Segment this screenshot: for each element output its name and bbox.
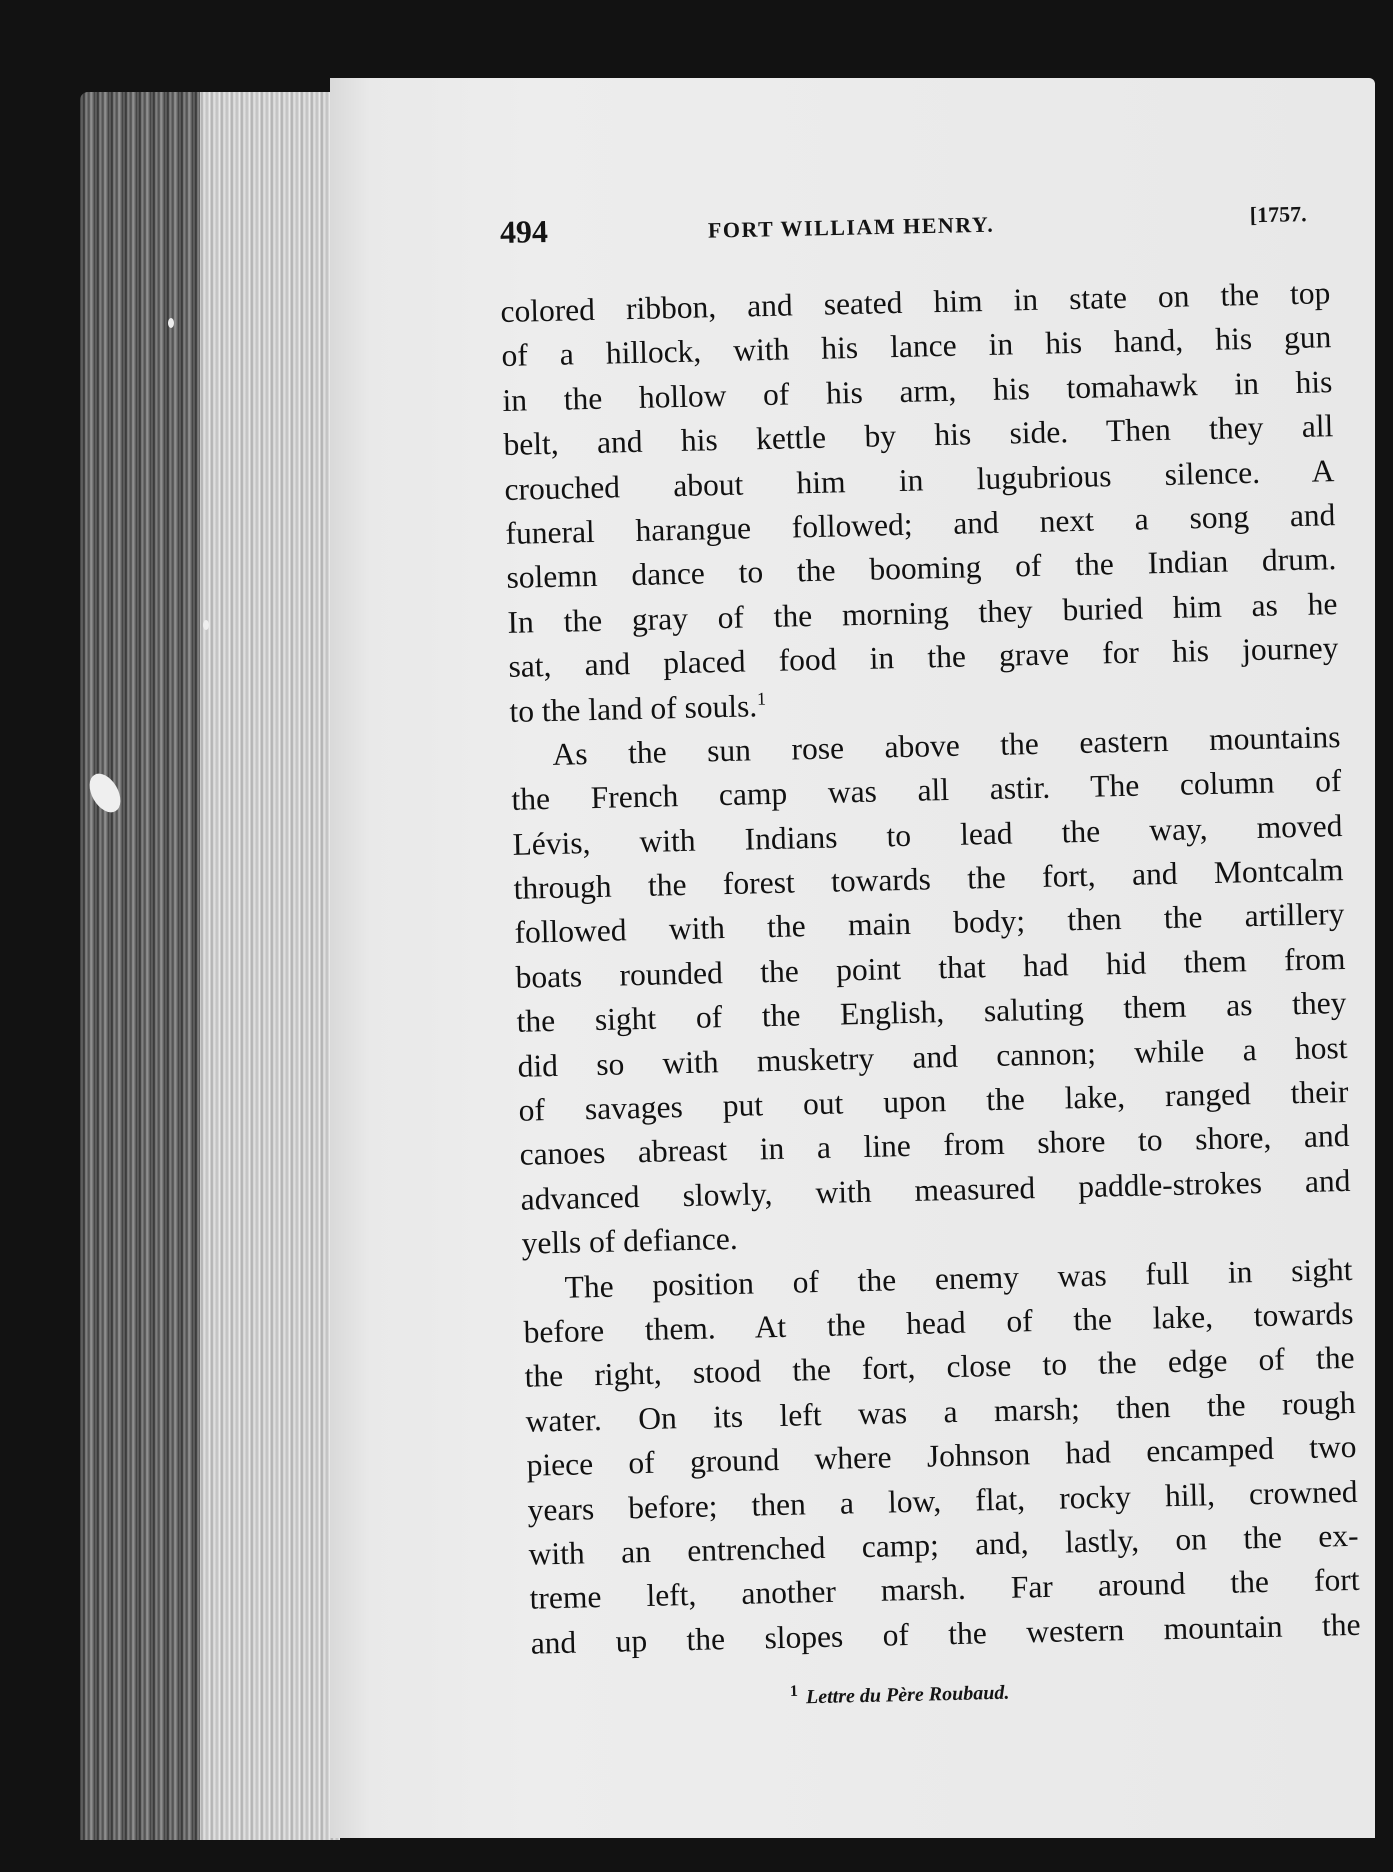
year-marker: [1757. xyxy=(1249,201,1307,228)
text-line: the French camp was all astir. The column of xyxy=(511,763,1342,818)
text-line-content: to the land of souls. xyxy=(509,687,758,729)
text-line: In the gray of the morning they buried him as he xyxy=(507,585,1338,640)
text-line: boats rounded the point that had hid them from xyxy=(515,940,1346,995)
text-line: did so with musketry and cannon; while a host xyxy=(517,1029,1348,1084)
text-line: crouched about him in lugubrious silence. A xyxy=(504,452,1335,507)
text-line: colored ribbon, and seated him in state on the top xyxy=(500,275,1331,329)
scan-speck xyxy=(168,318,174,328)
text-line: the sight of the English, saluting them as they xyxy=(516,985,1347,1040)
body-text xyxy=(500,271,1361,1666)
footnote-mark: 1 xyxy=(789,1682,799,1700)
text-line: canoes abreast in a line from shore to shore, and xyxy=(519,1118,1350,1173)
text-line: solemn dance to the booming of the Indian drum. xyxy=(506,541,1337,596)
footnote-reference: 1 xyxy=(756,688,767,709)
text-line: and up the slopes of the western mountain the xyxy=(530,1606,1361,1661)
running-title: FORT WILLIAM HENRY. xyxy=(707,211,995,243)
text-line: followed with the main body; then the artillery xyxy=(514,896,1345,951)
paragraph-start-line: As the sun rose above the eastern mountains xyxy=(552,718,1341,772)
text-line: Lévis, with Indians to lead the way, moved xyxy=(512,807,1343,862)
text-line: with an entrenched camp; and, lastly, on the ex- xyxy=(528,1517,1359,1572)
text-line: yells of defiance. xyxy=(521,1221,739,1261)
page-number: 494 xyxy=(499,212,549,250)
text-line: through the forest towards the fort, and Montcalm xyxy=(513,852,1344,906)
footnote xyxy=(790,1678,1010,1710)
text-line: of a hillock, with his lance in his hand, his gun xyxy=(501,319,1332,374)
text-line: sat, and placed food in the grave for his journey xyxy=(508,630,1339,685)
text-line: before them. At the head of the lake, towards xyxy=(523,1295,1354,1350)
text-line: the right, stood the fort, close to the edge of the xyxy=(524,1340,1355,1395)
page-stack-edges-light xyxy=(200,92,340,1840)
text-line: years before; then a low, flat, rocky hill, crowned xyxy=(527,1473,1358,1528)
text-line: of savages put out upon the lake, ranged their xyxy=(518,1073,1349,1128)
text-line: belt, and his kettle by his side. Then they all xyxy=(503,408,1334,463)
text-line: advanced slowly, with measured paddle-strokes and xyxy=(520,1162,1351,1217)
text-line: treme left, another marsh. Far around the fort xyxy=(529,1562,1360,1616)
text-line: water. On its left was a marsh; then the rough xyxy=(525,1384,1356,1439)
text-line: piece of ground where Johnson had encamped two xyxy=(526,1429,1357,1483)
footnote-text: Lettre du Père Roubaud. xyxy=(805,1681,1010,1709)
text-line: funeral harangue followed; and next a song and xyxy=(505,497,1336,551)
text-line: in the hollow of his arm, his tomahawk in his xyxy=(502,363,1333,418)
paragraph-start-line: The position of the enemy was full in sight xyxy=(564,1251,1353,1305)
scan-speck xyxy=(203,620,209,630)
